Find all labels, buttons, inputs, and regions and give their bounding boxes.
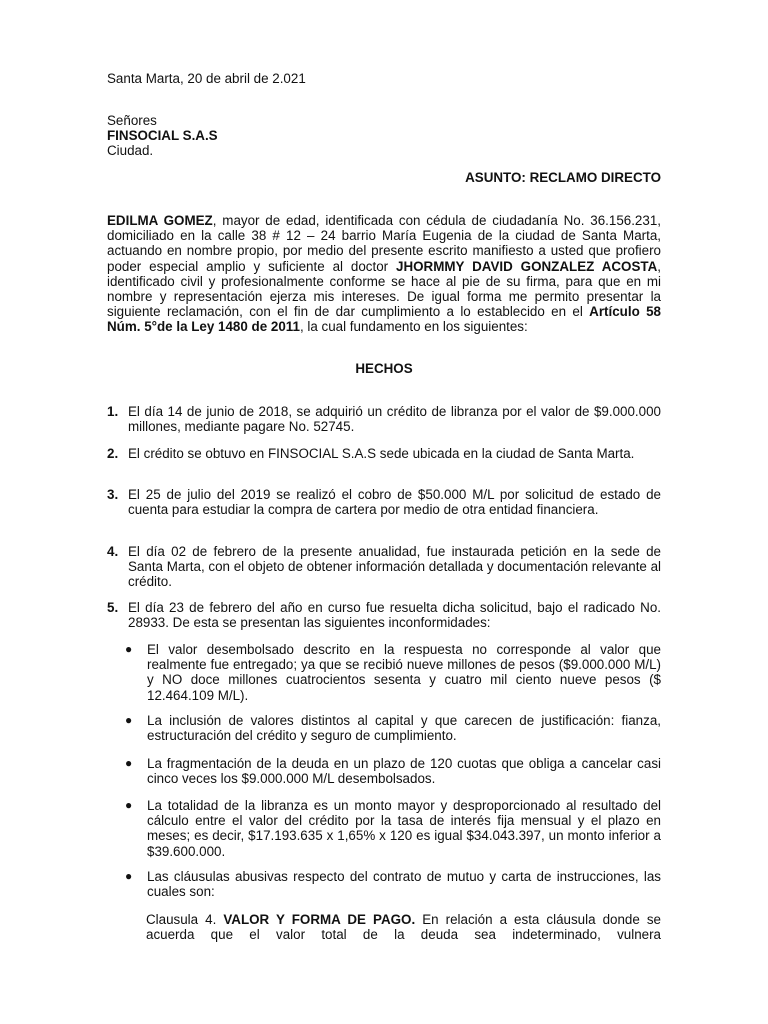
letter-page	[107, 0, 661, 1024]
recipient-city: Ciudad.	[107, 143, 154, 158]
intro-paragraph	[107, 213, 661, 335]
bullet-text: Las cláusulas abusivas respecto del contrato de mutuo y carta de instrucciones, las cuales son:	[147, 869, 661, 900]
clause-prefix: Clausula 4.	[146, 912, 224, 927]
clause-paragraph	[146, 912, 661, 942]
intro-text-1: , mayor de edad, identificada con cédula de ciudadanía No. 36.156.231, domiciliado en la calle 38 # 12 – 24 barrio María Eugenia de la ciudad de Santa Marta, actuando en nombre propio, por medio del presente escrito manifiesto a usted que profiero poder especial amplio y suficiente al doctor	[107, 213, 661, 274]
fact-number: 2.	[107, 446, 119, 461]
bullet-icon: ●	[125, 756, 133, 770]
intro-text-3: , la cual fundamento en los siguientes:	[299, 319, 528, 335]
bullet-text: La fragmentación de la deuda en un plazo de 120 cuotas que obliga a cancelar casi cinco veces los $9.000.000 M/L desembolsados.	[147, 756, 661, 787]
fact-text: El día 14 de junio de 2018, se adquirió un crédito de libranza por el valor de $9.000.000 millones, mediante pagare No. 52745.	[128, 404, 661, 435]
fact-text: El 25 de julio del 2019 se realizó el cobro de $50.000 M/L por solicitud de estado de cuenta para estudiar la compra de cartera por medio de otra entidad financiera.	[128, 487, 661, 518]
bullet-icon: ●	[125, 713, 133, 727]
fact-text: El crédito se obtuvo en FINSOCIAL S.A.S sede ubicada en la ciudad de Santa Marta.	[128, 446, 635, 461]
clause-text: En relación a esta cláusula donde se acuerda que el valor total de la deuda sea indeterminado, vulnera	[146, 912, 661, 943]
bullet-text: La inclusión de valores distintos al capital y que carecen de justificación: fianza, estructuración del crédito y seguro de cumplimiento.	[147, 713, 661, 744]
section-heading: HECHOS	[355, 361, 413, 376]
letter-subject: ASUNTO: RECLAMO DIRECTO	[465, 170, 661, 185]
fact-number: 5.	[107, 600, 119, 615]
bullet-icon: ●	[125, 869, 133, 883]
fact-number: 1.	[107, 404, 119, 419]
intro-text-2: , identificado civil y profesionalmente conforme se hace al pie de su firma, para que en mi nombre y representación ejerza mis intereses. De igual forma me permito presentar la siguiente reclamación, con el fin de dar cumplimiento a lo establecido en el	[107, 258, 661, 320]
fact-number: 4.	[107, 544, 119, 559]
claimant-name: EDILMA GOMEZ	[107, 213, 213, 228]
attorney-name: JHORMMY DAVID GONZALEZ ACOSTA	[396, 258, 658, 274]
fact-number: 3.	[107, 487, 119, 502]
recipient-company: FINSOCIAL S.A.S	[107, 128, 218, 143]
fact-text: El día 23 de febrero del año en curso fue resuelta dicha solicitud, bajo el radicado No. 28933. De esta se presentan las siguientes inconformidades:	[128, 600, 661, 631]
bullet-icon: ●	[125, 798, 133, 812]
letter-greeting: Señores	[107, 113, 157, 128]
bullet-icon: ●	[125, 642, 133, 656]
letter-date: Santa Marta, 20 de abril de 2.021	[107, 71, 306, 86]
bullet-text: El valor desembolsado descrito en la respuesta no corresponde al valor que realmente fue entregado; ya que se recibió nueve millones de pesos ($9.000.000 M/L) y NO doce millones cuatrocientos sesenta y cuatro mil ciento nueve pesos ($ 12.464.109 M/L).	[147, 642, 661, 703]
fact-text: El día 02 de febrero de la presente anualidad, fue instaurada petición en la sede de Santa Marta, con el objeto de obtener información detallada y documentación relevante al crédito.	[128, 544, 661, 590]
law-reference: Artículo 58 Núm. 5°de la Ley 1480 de 2011	[107, 304, 661, 335]
clause-title: VALOR Y FORMA DE PAGO.	[223, 912, 416, 927]
bullet-text: La totalidad de la libranza es un monto mayor y desproporcionado al resultado del cálculo entre el valor del crédito por la tasa de interés fija mensual y el plazo en meses; es decir, $17.193.635 x 1,65% x 120 es igual $34.043.397, un monto inferior a $39.600.000.	[147, 798, 661, 859]
